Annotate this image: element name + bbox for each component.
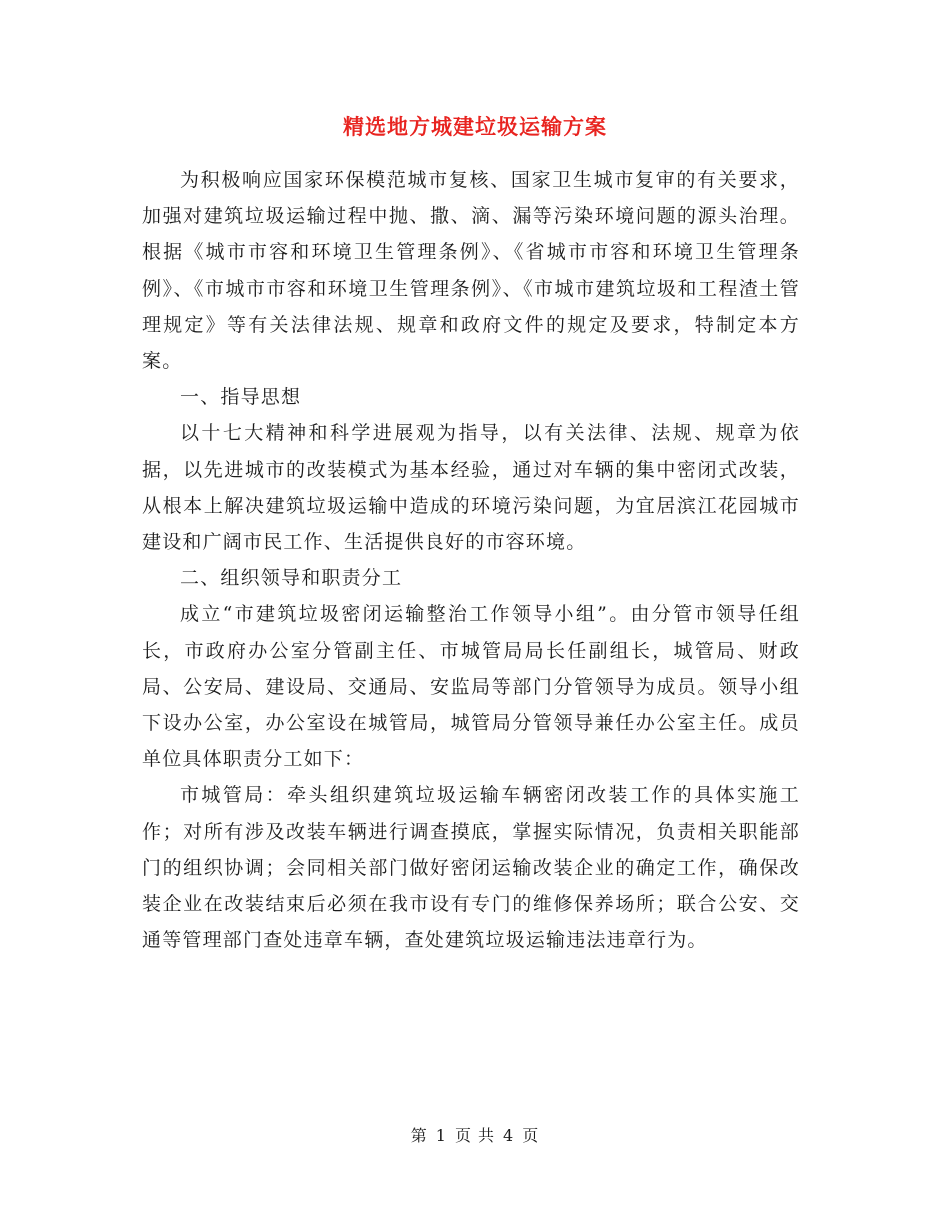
footer-total-pages: 4 (503, 1126, 515, 1145)
footer-label-page: 第 (410, 1126, 428, 1145)
paragraph-organization: 成立“市建筑垃圾密闭运输整治工作领导小组”。由分管市领导任组长，市政府办公室分管副主任、市城管局局长任副组长，城管局、财政局、公安局、建设局、交通局、安监局等部门分管领导为成员。领导小组下设办公室，办公室设在城管局，城管局分管领导兼任办公室主任。成员单位具体职责分工如下： (142, 603, 800, 771)
paragraph-intro: 为积极响应国家环保模范城市复核、国家卫生城市复审的有关要求，加强对建筑垃圾运输过程中抛、撒、滴、漏等污染环境问题的源头治理。根据《城市市容和环境卫生管理条例》、《省城市市容和环境卫生管理条例》、《市城市市容和环境卫生管理条例》、《市城市建筑垃圾和工程渣土管理规定》等有关法律法规、规章和政府文件的规定及要求，特制定本方案。 (142, 169, 800, 373)
section-heading-organization: 二、组织领导和职责分工 (180, 567, 403, 590)
section-heading-guiding-ideology: 一、指导思想 (180, 386, 302, 409)
page-footer (0, 1124, 950, 1148)
footer-label-end: 页 (522, 1126, 540, 1145)
footer-label-of: 页 共 (454, 1126, 496, 1145)
paragraph-urban-management-duties: 市城管局：牵头组织建筑垃圾运输车辆密闭改装工作的具体实施工作；对所有涉及改装车辆进行调查摸底，掌握实际情况，负责相关职能部门的组织协调；会同相关部门做好密闭运输改装企业的确定工作，确保改装企业在改装结束后必须在我市设有专门的维修保养场所；联合公安、交通等管理部门查处违章车辆，查处建筑垃圾运输违法违章行为。 (142, 784, 800, 952)
document-title: 精选地方城建垃圾运输方案 (343, 114, 607, 139)
document-body (142, 162, 800, 958)
paragraph-guiding-ideology: 以十七大精神和科学进展观为指导，以有关法律、法规、规章为依据，以先进城市的改装模式为基本经验，通过对车辆的集中密闭式改装，从根本上解决建筑垃圾运输中造成的环境污染问题，为宜居滨江花园城市建设和广阔市民工作、生活提供良好的市容环境。 (142, 422, 800, 554)
footer-current-page: 1 (435, 1126, 447, 1145)
